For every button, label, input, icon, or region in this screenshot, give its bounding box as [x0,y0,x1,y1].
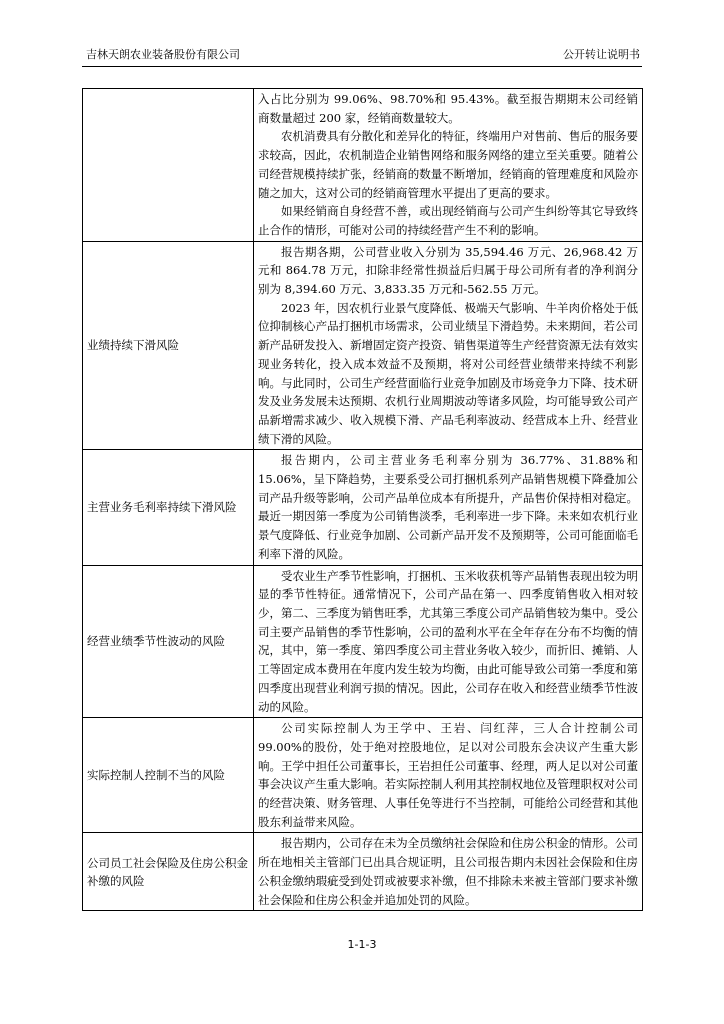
risk-paragraph: 报告期内，公司主营业务毛利率分别为 36.77%、31.88%和 15.06%，呈下降趋势，主要系受公司打捆机系列产品销售规模下降叠加公司产品升级等影响，公司产品单位成本有所提升，产品售价保持相对稳定。最近一期因第一季度为公司销售淡季，毛利率进一步下降。未来如农机行业景气度降低、行业竞争加剧、公司新产品开发不及预期等，公司可能面临毛利率下滑的风险。 [258,453,638,561]
risk-name: 业绩持续下滑风险 [87,338,179,353]
risk-paragraph: 入占比分别为 99.06%、98.70%和 95.43%。截至报告期期末公司经销商数量超过 200 家，经销商数量较大。 [258,92,638,125]
risk-name-cell [83,833,254,911]
risk-description-cell [254,241,643,450]
risk-name: 公司员工社会保险及住房公积金补缴的风险 [87,855,248,888]
risk-name: 实际控制人控制不当的风险 [87,768,225,783]
risk-name: 经营业绩季节性波动的风险 [87,634,225,649]
risk-factor-table [82,88,643,911]
risk-paragraph: 公司实际控制人为王学中、王岩、闫红萍，三人合计控制公司 99.00%的股份，处于绝对控股地位，足以对公司股东会决议产生重大影响。王学中担任公司董事长，王岩担任公司董事、经理，两人足以对公司董事会决议产生重大影响。若实际控制人利用其控制权地位及管理职权对公司的经营决策、财务管理、人事任免等进行不当控制，可能给公司经营和其他股东利益带来风险。 [258,721,638,829]
risk-row [83,718,643,833]
risk-name-cell [83,565,254,718]
risk-paragraph: 报告期内，公司存在未为全员缴纳社会保险和住房公积金的情形。公司所在地相关主管部门已出具合规证明，且公司报告期内未因社会保险和住房公积金缴纳瑕疵受到处罚或被要求补缴，但不排除未来被主管部门要求补缴社会保险和住房公积金并追加处罚的风险。 [258,836,638,907]
risk-name-cell [83,241,254,450]
company-name: 吉林天朗农业装备股份有限公司 [86,48,240,61]
risk-description-cell [254,833,643,911]
risk-description-cell [254,565,643,718]
risk-name-cell [83,450,254,565]
risk-paragraph: 受农业生产季节性影响，打捆机、玉米收获机等产品销售表现出较为明显的季节性特征。通常情况下，公司产品在第一、四季度销售收入相对较少，第二、三季度为销售旺季，尤其第三季度公司产品销售较为集中。受公司主要产品销售的季节性影响，公司的盈利水平在全年存在分布不均衡的情况，其中，第一季度、第四季度公司主营业务收入较少，而折旧、摊销、人工等固定成本费用在年度内发生较为均衡，由此可能导致公司第一季度和第四季度出现营业利润亏损的情况。因此，公司存在收入和经营业绩季节性波动的风险。 [258,568,638,714]
risk-row [83,450,643,565]
risk-paragraph: 报告期各期，公司营业收入分别为 35,594.46 万元、26,968.42 万元和 864.78 万元，扣除非经常性损益后归属于母公司所有者的净利润分别为 8,394.60 万元、3,833.35 万元和-562.55 万元。 [258,244,638,297]
page-header [82,44,642,67]
risk-name: 主营业务毛利率持续下滑风险 [87,500,237,515]
risk-row [83,89,643,242]
risk-name-cell [83,718,254,833]
risk-paragraph: 2023 年，因农机行业景气度降低、极端天气影响、牛羊肉价格处于低位抑制核心产品打捆机市场需求，公司业绩呈下滑趋势。未来期间，若公司新产品研发投入、新增固定资产投资、销售渠道等生产经营资源无法有效实现业务转化，投入成本效益不及预期，将对公司经营业绩带来持续不利影响。与此同时，公司生产经营面临行业竞争加剧及市场竞争力下降、技术研发及业务发展未达预期、农机行业周期波动等诸多风险，均可能导致公司产品新増需求减少、收入规模下滑、产品毛利率波动、经营成本上升、经营业绩下滑的风险。 [258,300,638,446]
page-number: 1-1-3 [347,938,377,951]
risk-row [83,565,643,718]
risk-description-cell [254,89,643,242]
risk-row [83,833,643,911]
risk-row [83,241,643,450]
risk-paragraph: 农机消费具有分散化和差异化的特征，终端用户对售前、售后的服务要求较高，因此，农机制造企业销售网络和服务网络的建立至关重要。随着公司经营规模持续扩张，经销商的数量不断增加，经销商的管理难度和风险亦随之加大，这对公司的经销商管理水平提出了更高的要求。 [258,129,638,200]
risk-name-cell [83,89,254,242]
risk-description-cell [254,718,643,833]
risk-paragraph: 如果经销商自身经营不善，或出现经销商与公司产生纠纷等其它导致终止合作的情形，可能对公司的持续经营产生不利的影响。 [258,204,638,237]
risk-description-cell [254,450,643,565]
document-type: 公开转让说明书 [563,48,640,61]
